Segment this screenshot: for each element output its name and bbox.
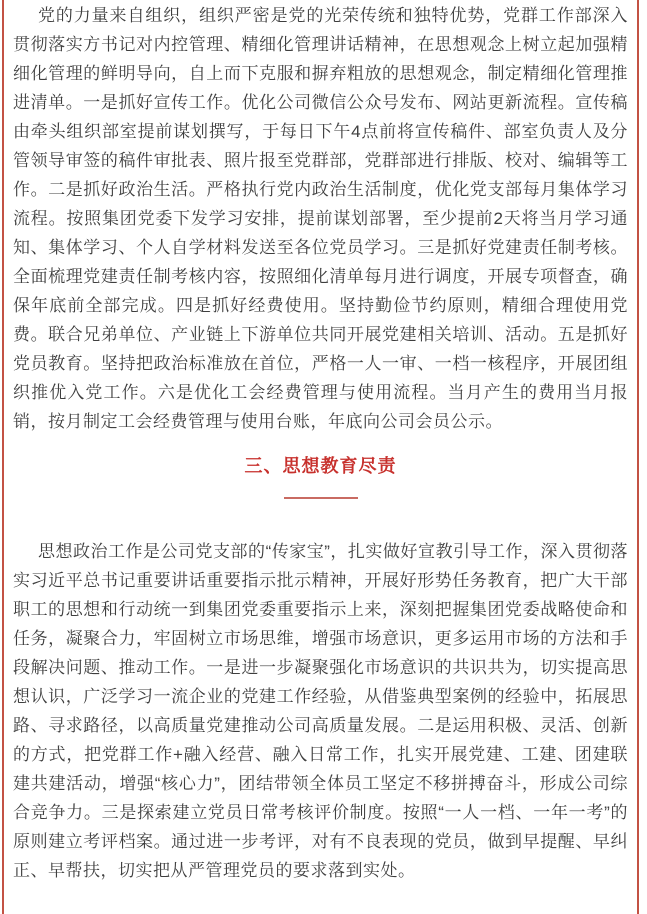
paragraph-ideological-education: 思想政治工作是公司党支部的“传家宝”，扎实做好宣教引导工作，深入贯彻落实习近平总书记重要讲话重要指示批示精神，开展好形势任务教育，把广大干部职工的思想和行动统一到集团党委重要指示上来，深刻把握集团党委战略使命和任务，凝聚合力，牢固树立市场思维，增强市场意识，更多运用市场的方法和手段解决问题、推动工作。一是进一步凝聚强化市场意识的共识共为，切实提高思想认识，广泛学习一流企业的党建工作经验，从借鉴典型案例的经验中，拓展思路、寻求路径，以高质量党建推动公司高质量发展。二是运用积极、灵活、创新的方式，把党群工作+融入经营、融入日常工作，扎实开展党建、工建、团建联建共建活动，增强“核心力”，团结带领全体员工坚定不移拼搏奋斗，形成公司综合竞争力。三是探索建立党员日常考核评价制度。按照“一人一档、一年一考”的原则建立考评档案。通过进一步考评，对有不良表现的党员，做到早提醒、早纠正、早帮扶，切实把从严管理党员的要求落到实处。 bbox=[13, 542, 628, 880]
paragraph-organization-work: 党的力量来自组织，组织严密是党的光荣传统和独特优势，党群工作部深入贯彻落实方书记对内控管理、精细化管理讲话精神，在思想观念上树立起加强精细化管理的鲜明导向，自上而下克服和摒弃粗放的思想观念，制定精细化管理推进清单。一是抓好宣传工作。优化公司微信公众号发布、网站更新流程。宣传稿由牵头组织部室提前谋划撰写，于每日下午4点前将宣传稿件、部室负责人及分管领导审签的稿件审批表、照片报至党群部，党群部进行排版、校对、编辑等工作。二是抓好政治生活。严格执行党内政治生活制度，优化党支部每月集体学习流程。按照集团党委下发学习安排，提前谋划部署，至少提前2天将当月学习通知、集体学习、个人自学材料发送至各位党员学习。三是抓好党建责任制考核。全面梳理党建责任制考核内容，按照细化清单每月进行调度，开展专项督查，确保年底前全部完成。四是抓好经费使用。坚持勤俭节约原则，精细合理使用党费。联合兄弟单位、产业链上下游单位共同开展党建相关培训、活动。五是抓好党员教育。坚持把政治标准放在首位，严格一人一审、一档一核程序，开展团组织推优入党工作。六是优化工会经费管理与使用流程。当月产生的费用当月报销，按月制定工会经费管理与使用台账，年底向公司会员公示。 bbox=[13, 6, 628, 431]
heading-divider bbox=[284, 497, 358, 499]
section-heading: 三、思想教育尽责 bbox=[244, 456, 397, 476]
document-page bbox=[2, 0, 639, 914]
